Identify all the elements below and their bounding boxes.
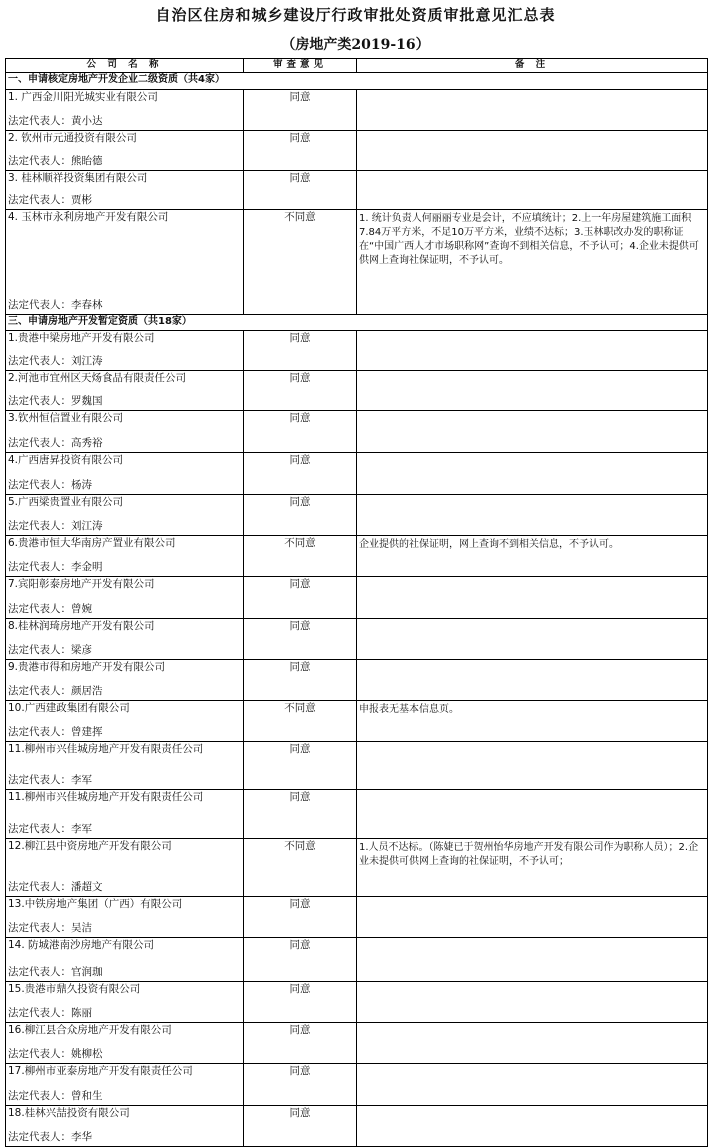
review-opinion: 同意 xyxy=(244,371,357,411)
legal-representative: 法定代表人：黄小达 xyxy=(8,115,103,127)
review-opinion: 同意 xyxy=(244,495,357,536)
company-name: 7.宾阳彰泰房地产开发有限公司 xyxy=(8,578,155,590)
company-cell xyxy=(6,536,244,577)
review-opinion: 同意 xyxy=(244,90,357,131)
company-name: 9.贵港市得和房地产开发有限公司 xyxy=(8,661,166,673)
company-cell xyxy=(6,453,244,495)
review-opinion: 同意 xyxy=(244,619,357,660)
company-name: 3.钦州恒信置业有限公司 xyxy=(8,412,124,424)
company-cell xyxy=(6,701,244,742)
company-cell xyxy=(6,1106,244,1147)
table-row xyxy=(6,371,708,411)
review-opinion: 同意 xyxy=(244,453,357,495)
table-row xyxy=(6,536,708,577)
header-remark: 备 注 xyxy=(357,59,708,73)
table-row xyxy=(6,210,708,315)
company-name: 18.桂林兴喆投资有限公司 xyxy=(8,1107,130,1119)
legal-representative: 法定代表人：李春林 xyxy=(8,299,103,311)
remark-note xyxy=(357,1064,708,1106)
legal-representative: 法定代表人：颜居浩 xyxy=(8,685,103,697)
table-row xyxy=(6,331,708,371)
remark-note xyxy=(357,331,708,371)
review-opinion: 同意 xyxy=(244,660,357,701)
legal-representative: 法定代表人：陈丽 xyxy=(8,1007,92,1019)
table-row xyxy=(6,742,708,790)
company-cell xyxy=(6,1023,244,1064)
table-row xyxy=(6,982,708,1023)
company-name: 11.柳州市兴佳城房地产开发有限责任公司 xyxy=(8,743,204,755)
company-name: 4. 玉林市永利房地产开发有限公司 xyxy=(8,211,169,223)
company-cell xyxy=(6,577,244,619)
legal-representative: 法定代表人：贾彬 xyxy=(8,194,92,206)
company-cell xyxy=(6,171,244,210)
remark-note xyxy=(357,1023,708,1064)
remark-note xyxy=(357,897,708,938)
company-cell xyxy=(6,90,244,131)
remark-note xyxy=(357,171,708,210)
remark-note: 企业提供的社保证明，网上查询不到相关信息，不予认可。 xyxy=(357,536,708,577)
company-name: 1.贵港中梁房地产开发有限公司 xyxy=(8,332,155,344)
review-opinion: 不同意 xyxy=(244,701,357,742)
company-name: 10.广西建政集团有限公司 xyxy=(8,702,130,714)
company-name: 6.贵港市恒大华南房产置业有限公司 xyxy=(8,537,176,549)
remark-note xyxy=(357,938,708,982)
company-name: 8.桂林润琦房地产开发有限公司 xyxy=(8,620,155,632)
company-cell xyxy=(6,839,244,897)
table-row xyxy=(6,660,708,701)
review-opinion: 同意 xyxy=(244,171,357,210)
legal-representative: 法定代表人：吴洁 xyxy=(8,922,92,934)
company-name: 15.贵港市鼎久投资有限公司 xyxy=(8,983,141,995)
table-row xyxy=(6,131,708,171)
legal-representative: 法定代表人：杨涛 xyxy=(8,479,92,491)
table-row xyxy=(6,495,708,536)
remark-note xyxy=(357,742,708,790)
remark-note xyxy=(357,790,708,839)
review-opinion: 同意 xyxy=(244,938,357,982)
table-row xyxy=(6,701,708,742)
company-name: 12.柳江县中资房地产开发有限公司 xyxy=(8,840,172,852)
table-row xyxy=(6,1106,708,1147)
review-opinion: 同意 xyxy=(244,577,357,619)
table-row xyxy=(6,897,708,938)
table-row xyxy=(6,411,708,453)
table-row xyxy=(6,453,708,495)
company-cell xyxy=(6,742,244,790)
remark-note xyxy=(357,453,708,495)
review-opinion: 同意 xyxy=(244,897,357,938)
legal-representative: 法定代表人：李金明 xyxy=(8,561,103,573)
legal-representative: 法定代表人：潘超文 xyxy=(8,881,103,893)
remark-note xyxy=(357,619,708,660)
company-name: 14. 防城港南沙房地产有限公司 xyxy=(8,939,155,951)
remark-note xyxy=(357,660,708,701)
legal-representative: 法定代表人：曾婉 xyxy=(8,603,92,615)
company-name: 17.柳州市亚泰房地产开发有限责任公司 xyxy=(8,1065,193,1077)
legal-representative: 法定代表人：李军 xyxy=(8,823,92,835)
company-cell xyxy=(6,411,244,453)
table-row xyxy=(6,90,708,131)
company-name: 4.广西唐昇投资有限公司 xyxy=(8,454,124,466)
legal-representative: 法定代表人：梁彦 xyxy=(8,644,92,656)
section-header xyxy=(6,73,708,90)
review-opinion: 不同意 xyxy=(244,210,357,315)
company-cell xyxy=(6,495,244,536)
table-row xyxy=(6,839,708,897)
table-row xyxy=(6,790,708,839)
legal-representative: 法定代表人：曾建挥 xyxy=(8,726,103,738)
company-cell xyxy=(6,1064,244,1106)
remark-note: 1.人员不达标。（陈婕已于贺州怡华房地产开发有限公司作为职称人员）；2.企业未提供可供网上查询的社保证明，不予认可； xyxy=(357,839,708,897)
company-cell xyxy=(6,660,244,701)
table-header-row xyxy=(6,59,708,73)
company-cell xyxy=(6,210,244,315)
review-opinion: 同意 xyxy=(244,1064,357,1106)
company-cell xyxy=(6,371,244,411)
table-row xyxy=(6,619,708,660)
review-opinion: 不同意 xyxy=(244,839,357,897)
legal-representative: 法定代表人：李军 xyxy=(8,774,92,786)
company-name: 3. 桂林顺祥投资集团有限公司 xyxy=(8,172,148,184)
table-row xyxy=(6,171,708,210)
table-row xyxy=(6,1064,708,1106)
review-opinion: 同意 xyxy=(244,331,357,371)
review-opinion: 同意 xyxy=(244,411,357,453)
review-opinion: 同意 xyxy=(244,1106,357,1147)
review-opinion: 同意 xyxy=(244,742,357,790)
legal-representative: 法定代表人：刘江涛 xyxy=(8,355,103,367)
review-opinion: 同意 xyxy=(244,131,357,171)
approval-table xyxy=(5,58,708,1147)
review-opinion: 同意 xyxy=(244,1023,357,1064)
remark-note xyxy=(357,1106,708,1147)
company-name: 11.柳州市兴佳城房地产开发有限责任公司 xyxy=(8,791,204,803)
company-name: 16.柳江县合众房地产开发有限公司 xyxy=(8,1024,172,1036)
company-name: 5.广西梁贵置业有限公司 xyxy=(8,496,124,508)
remark-note xyxy=(357,982,708,1023)
remark-note: 1. 统计负责人何丽丽专业是会计，不应填统计；2.上一年房屋建筑施工面积7.84万平方米，不足10万平方米，业绩不达标；3.玉林职改办发的职称证在“中国广西人才市场职称网”查询不到相关信息，不予认可；4.企业未提供可供网上查询社保证明，不予认可。 xyxy=(357,210,708,315)
company-cell xyxy=(6,131,244,171)
remark-note xyxy=(357,495,708,536)
company-name: 2.河池市宜州区天炀食品有限责任公司 xyxy=(8,372,187,384)
review-opinion: 同意 xyxy=(244,790,357,839)
review-opinion: 不同意 xyxy=(244,536,357,577)
review-opinion: 同意 xyxy=(244,982,357,1023)
remark-note xyxy=(357,90,708,131)
remark-note xyxy=(357,131,708,171)
legal-representative: 法定代表人：熊眙德 xyxy=(8,155,103,167)
remark-note xyxy=(357,577,708,619)
legal-representative: 法定代表人：官润珈 xyxy=(8,966,103,978)
section-title: 三、申请房地产开发暂定资质（共18家） xyxy=(6,315,708,331)
table-row xyxy=(6,938,708,982)
document-title: 自治区住房和城乡建设厅行政审批处资质审批意见汇总表 xyxy=(155,6,556,24)
company-cell xyxy=(6,790,244,839)
company-name: 1. 广西金川阳光城实业有限公司 xyxy=(8,91,158,103)
company-cell xyxy=(6,938,244,982)
legal-representative: 法定代表人：李华 xyxy=(8,1131,92,1143)
remark-note: 申报表无基本信息页。 xyxy=(357,701,708,742)
header-company: 公 司 名 称 xyxy=(6,59,244,73)
section-title: 一、申请核定房地产开发企业二级资质（共4家） xyxy=(6,73,708,90)
remark-note xyxy=(357,371,708,411)
legal-representative: 法定代表人：高秀裕 xyxy=(8,437,103,449)
document-subtitle: （房地产类2019-16） xyxy=(281,37,430,53)
company-cell xyxy=(6,982,244,1023)
company-cell xyxy=(6,897,244,938)
company-name: 13.中铁房地产集团（广西）有限公司 xyxy=(8,898,183,910)
table-row xyxy=(6,577,708,619)
legal-representative: 法定代表人：姚柳松 xyxy=(8,1048,103,1060)
table-row xyxy=(6,1023,708,1064)
company-cell xyxy=(6,619,244,660)
legal-representative: 法定代表人：罗魏国 xyxy=(8,395,103,407)
legal-representative: 法定代表人：刘江涛 xyxy=(8,520,103,532)
section-header xyxy=(6,315,708,331)
remark-note xyxy=(357,411,708,453)
legal-representative: 法定代表人：曾和生 xyxy=(8,1090,103,1102)
company-cell xyxy=(6,331,244,371)
company-name: 2. 钦州市元通投资有限公司 xyxy=(8,132,137,144)
header-opinion: 审查意见 xyxy=(244,59,357,73)
